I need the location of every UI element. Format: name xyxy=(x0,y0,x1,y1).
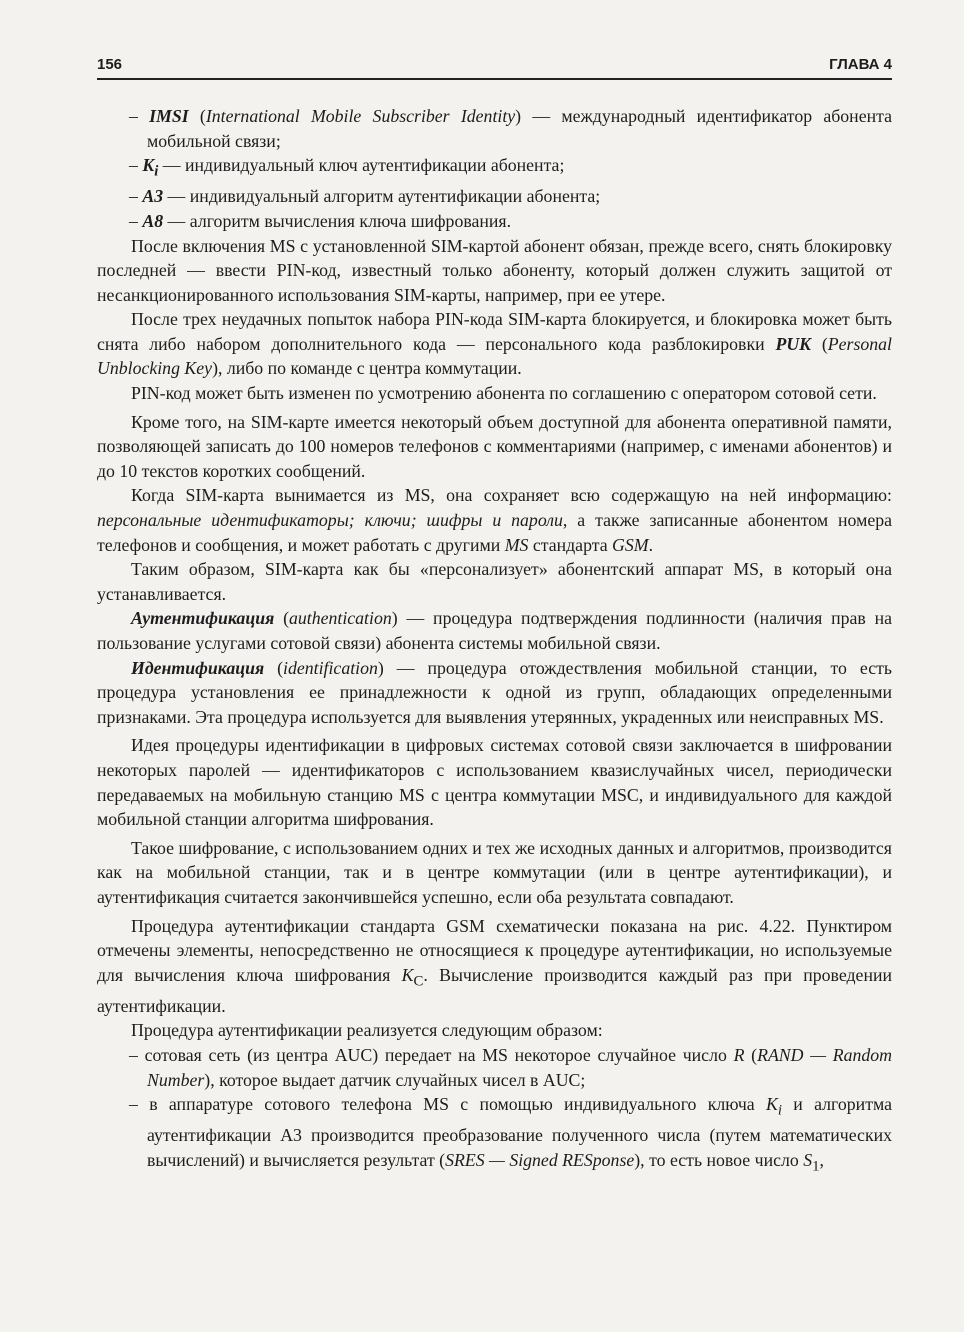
paragraph-puk: После трех неудачных попыток набора PIN-кода SIM-карта блокируется, и блокировка может быть снята либо набором дополнительного кода — персонального кода разблокировки PUK (Personal Unblocking Key), либо по команде с центра коммутации. xyxy=(97,309,892,379)
list-item-ki: – $K_i$ — индивидуальный ключ аутентификации абонента; xyxy=(129,155,565,180)
paragraph-encryption: Такое шифрование, с использованием одних и тех же исходных данных и алгоритмов, производится как на мобильной станции, так и в центре коммутации (или в центре аутентификации), и аутентификация считается закончившейся успешно, если оба результата совпадают. xyxy=(97,837,892,907)
page-number: 156 xyxy=(97,56,123,73)
list-item-sres: – в аппаратуре сотового телефона MS с помощью индивидуального ключа $K_i$ и алгоритма аутентификации A3 производится преобразование полученного числа (путем математических вычислений) и вычисляется результат (SRES — Signed RESponse), то есть новое число $S_1$, xyxy=(129,1094,892,1175)
list-item-rand: – сотовая сеть (из центра AUC) передает на MS некоторое случайное число R (RAND — Random Number), которое выдает датчик случайных чисел в AUC; xyxy=(129,1045,892,1090)
paragraph-sim-memory: Кроме того, на SIM-карте имеется некоторый объем доступной для абонента оперативной памяти, позволяющей записать до 100 номеров телефонов с комментариями (например, с именами абонентов) и до 10 текстов коротких сообщений. xyxy=(97,411,892,481)
chapter-title: ГЛАВА 4 xyxy=(829,56,892,73)
list-item-a8: – A8 — алгоритм вычисления ключа шифрования. xyxy=(129,210,512,231)
paragraph-pin-change: PIN-код может быть изменен по усмотрению абонента по соглашению с оператором сотовой сети. xyxy=(131,383,877,404)
running-header xyxy=(97,52,892,80)
list-item-imsi: – IMSI (International Mobile Subscriber Identity) — международный идентификатор абонента мобильной связи; xyxy=(129,106,892,151)
paragraph-authentication-definition: Аутентификация (authentication) — процедура подтверждения подлинности (наличия прав на пользование услугами сотовой связи) абонента системы мобильной связи. xyxy=(97,608,892,654)
paragraph-identification-definition: Идентификация (identification) — процедура отождествления мобильной станции, то есть процедура установления ее принадлежности к одной из групп, обладающих определенными признаками. Эта процедура используется для выявления утерянных, украденных или неисправных MS. xyxy=(97,657,892,727)
paragraph-gsm-procedure: Процедура аутентификации стандарта GSM схематически показана на рис. 4.22. Пунктиром отмечены элементы, непосредственно не относящиеся к процедуре аутентификации, но используемые для вычисления ключа шифрования $K_C$. Вычисление производится каждый раз при проведении аутентификации. xyxy=(97,915,892,1016)
paragraph-sim-removal: Когда SIM-карта вынимается из MS, она сохраняет всю содержащую на ней информацию: персональные идентификаторы; ключи; шифры и пароли, а также записанные абонентом номера телефонов и сообщения, и может работать с другими MS стандарта GSM. xyxy=(97,485,892,555)
paragraph-pin-unlock: После включения MS с установленной SIM-картой абонент обязан, прежде всего, снять блокировку последней — ввести PIN-код, известный только абоненту, который должен служить защитой от несанкционированного использования SIM-карты, например, при ее утере. xyxy=(97,235,892,305)
paragraph-personalization: Таким образом, SIM-карта как бы «персонализует» абонентский аппарат MS, в который она устанавливается. xyxy=(97,559,892,604)
list-item-a3: – A3 — индивидуальный алгоритм аутентификации абонента; xyxy=(129,186,601,207)
body-text xyxy=(97,104,892,1179)
paragraph-procedure-intro: Процедура аутентификации реализуется следующим образом: xyxy=(131,1020,603,1041)
paragraph-identification-idea: Идея процедуры идентификации в цифровых системах сотовой связи заключается в шифровании некоторых паролей — идентификаторов с использованием квазислучайных чисел, периодически передаваемых на мобильную станцию MS с центра коммутации MSC, и индивидуального для каждой мобильной станции алгоритма шифрования. xyxy=(97,735,892,830)
